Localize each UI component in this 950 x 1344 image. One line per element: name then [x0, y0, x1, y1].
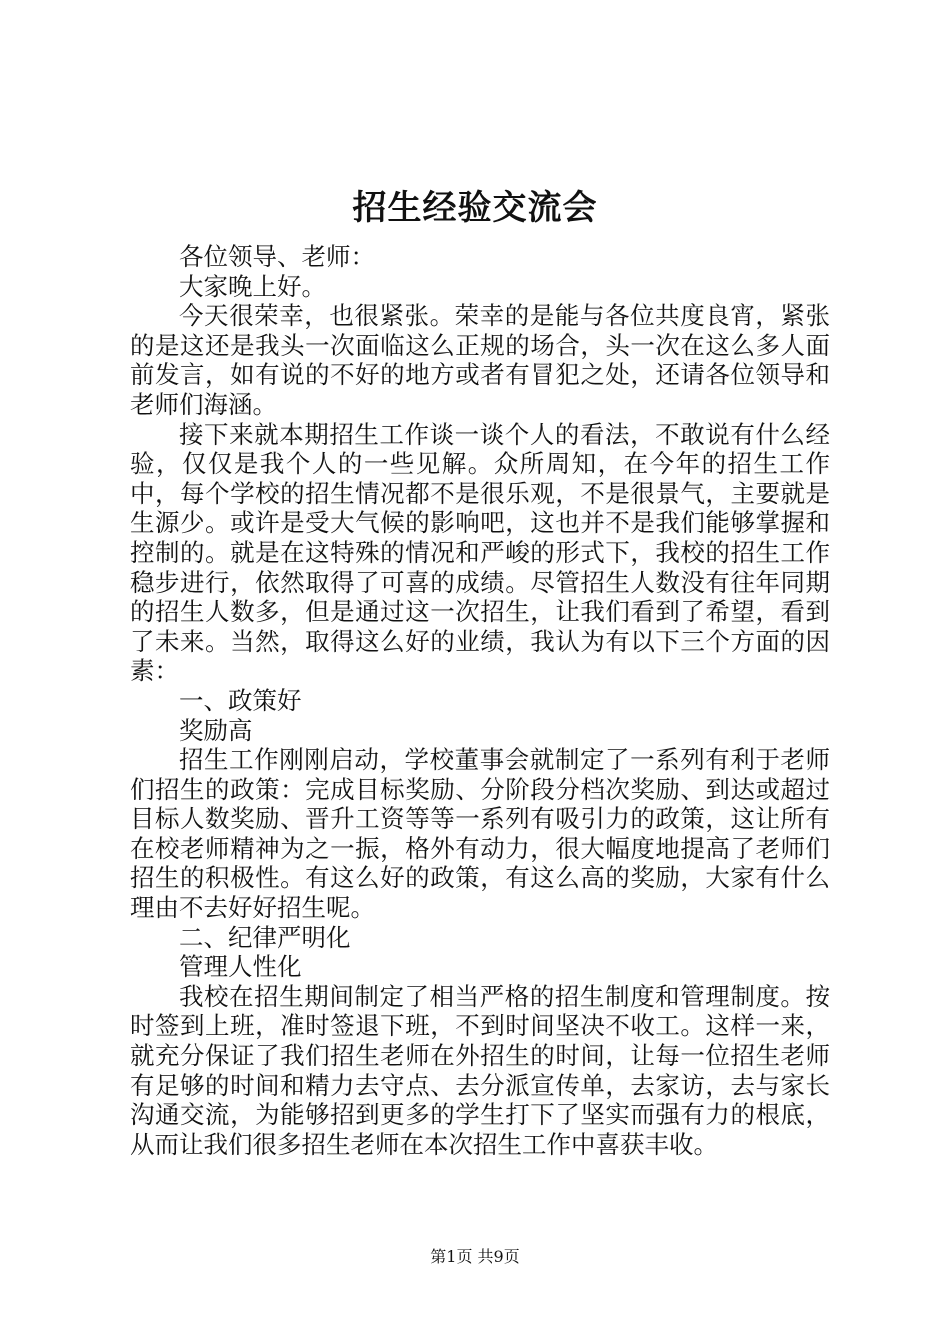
section-subheading-2: 管理人性化 — [179, 952, 302, 982]
page-footer: 第1页 共9页 — [430, 1247, 520, 1266]
section-subheading-1: 奖励高 — [179, 715, 253, 745]
section-heading-2: 二、纪律严明化 — [179, 922, 351, 952]
paragraph-greeting: 大家晚上好。 — [179, 271, 326, 301]
paragraph-policy: 招生工作刚刚启动，学校董事会就制定了一系列有利于老师们招生的政策：完成目标奖励、分阶段分档次奖励、到达或超过目标人数奖励、晋升工资等等一系列有吸引力的政策，这让所有在校老师精神为之一振，格外有动力，很大幅度地提高了老师们招生的积极性。有这么好的政策，有这么高的奖励，大家有什么理由不去好好招生呢。 — [130, 745, 830, 923]
document-title: 招生经验交流会 — [352, 188, 598, 228]
paragraph-overview: 接下来就本期招生工作谈一谈个人的看法，不敢说有什么经验，仅仅是我个人的一些见解。众所周知，在今年的招生工作中，每个学校的招生情况都不是很乐观，不是很景气，主要就是生源少。或许是受大气候的影响吧，这也并不是我们能够掌握和控制的。就是在这特殊的情况和严峻的形式下，我校的招生工作稳步进行，依然取得了可喜的成绩。尽管招生人数没有往年同期的招生人数多，但是通过这一次招生，让我们看到了希望，看到了未来。当然，取得这么好的业绩，我认为有以下三个方面的因素： — [130, 419, 830, 686]
document-body — [130, 242, 830, 1159]
paragraph-intro: 今天很荣幸，也很紧张。荣幸的是能与各位共度良宵，紧张的是这还是我头一次面临这么正规的场合，头一次在这么多人面前发言，如有说的不好的地方或者有冒犯之处，还请各位领导和老师们海涵。 — [130, 301, 830, 419]
paragraph-management: 我校在招生期间制定了相当严格的招生制度和管理制度。按时签到上班，准时签退下班，不到时间坚决不收工。这样一来，就充分保证了我们招生老师在外招生的时间，让每一位招生老师有足够的时间和精力去守点、去分派宣传单，去家访，去与家长沟通交流，为能够招到更多的学生打下了坚实而强有力的根底，从而让我们很多招生老师在本次招生工作中喜获丰收。 — [130, 981, 830, 1159]
paragraph-salutation: 各位领导、老师： — [179, 242, 375, 271]
section-heading-1: 一、政策好 — [179, 685, 302, 715]
